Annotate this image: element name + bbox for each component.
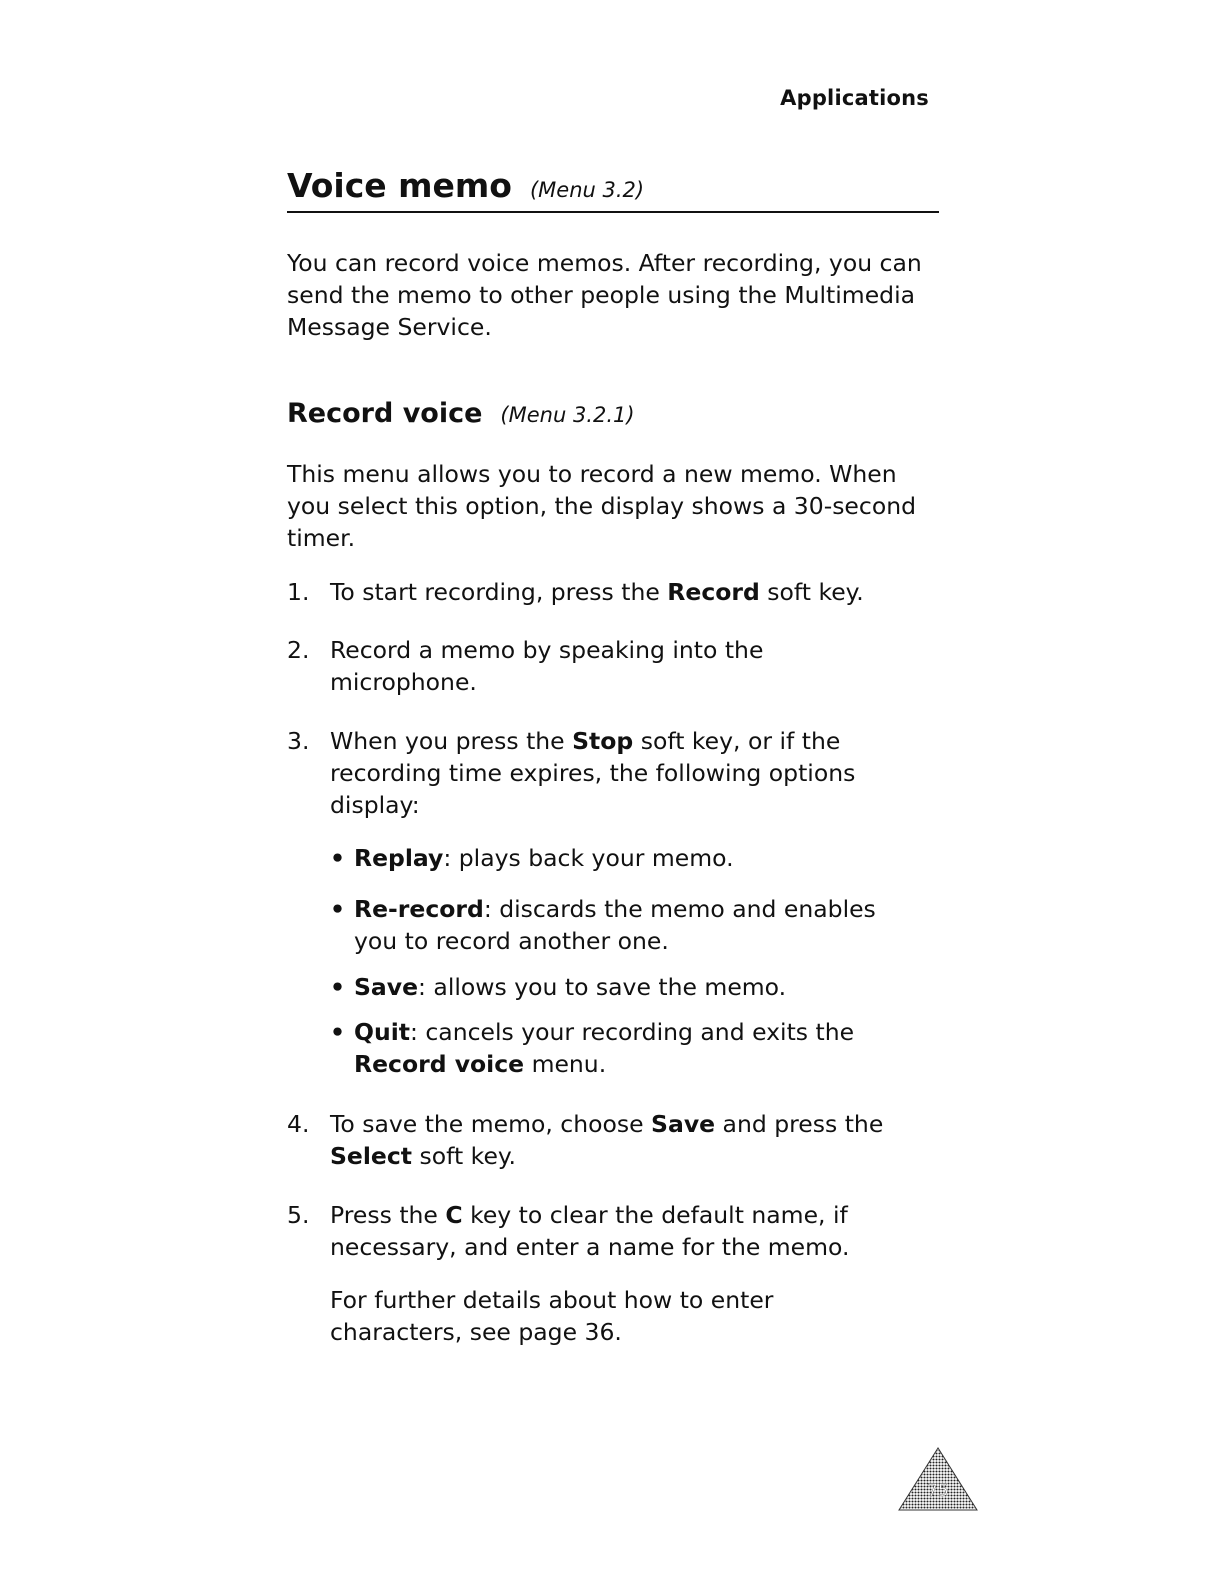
step-3: [287, 725, 947, 821]
step-text-part: Press the: [330, 1201, 446, 1229]
section-menu-ref: (Menu 3.2): [529, 178, 645, 202]
step-text: [330, 1199, 890, 1263]
step-number: 1.: [287, 578, 310, 606]
option-re-record: [330, 893, 950, 957]
page-number: 75: [927, 1481, 949, 1501]
section-title: Voice memo: [287, 166, 512, 205]
step-keyword: Select: [330, 1142, 413, 1170]
step-keyword: C: [445, 1201, 463, 1229]
bullet-icon: •: [330, 844, 346, 872]
option-keyword: Record voice: [354, 1050, 525, 1078]
step-4: [287, 1108, 947, 1172]
option-text-part: menu.: [524, 1050, 607, 1078]
option-text-part: : discards the memo and enables you to record another one.: [354, 895, 876, 955]
step-text: [330, 725, 890, 821]
subsection-intro: This menu allows you to record a new memo. When you select this option, the display shows a 30-second timer.: [287, 460, 917, 552]
subsection-menu-ref: (Menu 3.2.1): [500, 403, 635, 427]
option-quit: [330, 1016, 950, 1080]
step-number: 5.: [287, 1201, 310, 1229]
step-text-part: To save the memo, choose: [330, 1110, 652, 1138]
step-text-part: When you press the: [330, 727, 573, 755]
step-2: [287, 634, 947, 698]
option-save: [330, 971, 950, 1003]
step-text: Record a memo by speaking into the microphone.: [330, 636, 764, 696]
step-text-part: and press the: [715, 1110, 884, 1138]
running-head: Applications: [780, 86, 929, 110]
step-keyword: Stop: [572, 727, 634, 755]
option-text-part: : plays back your memo.: [443, 844, 734, 872]
section-intro: You can record voice memos. After recording, you can send the memo to other people using the Multimedia Message Service.: [287, 249, 922, 341]
option-text-part: : cancels your recording and exits the: [410, 1018, 855, 1046]
step-text-part: key to clear the default name, if necessary, and enter a name for the memo.: [330, 1201, 850, 1261]
step-text: [330, 1108, 925, 1172]
option-text-part: : allows you to save the memo.: [418, 973, 787, 1001]
step-number: 4.: [287, 1110, 310, 1138]
subsection-heading: [287, 398, 635, 429]
step-text-part: soft key, or if the recording time expires, the following options display:: [330, 727, 856, 819]
step-text-part: To start recording, press the: [330, 578, 668, 606]
step-text-part: soft key.: [412, 1142, 516, 1170]
step-number: 3.: [287, 727, 310, 755]
bullet-icon: •: [330, 895, 346, 923]
bullet-icon: •: [330, 973, 346, 1001]
page-number-badge: [896, 1446, 980, 1512]
step-text-part: soft key.: [759, 578, 864, 606]
step-keyword: Record: [667, 578, 760, 606]
step-number: 2.: [287, 636, 310, 664]
step-5: [287, 1199, 947, 1263]
section-heading: [287, 166, 939, 213]
cross-reference-note: For further details about how to enter characters, see page 36.: [330, 1286, 774, 1346]
bullet-icon: •: [330, 1018, 346, 1046]
option-keyword: Replay: [354, 844, 444, 872]
subsection-title: Record voice: [287, 398, 483, 429]
step-text: [330, 576, 947, 608]
step-1: [287, 576, 947, 608]
option-text: [354, 1016, 894, 1080]
option-text: [354, 971, 950, 1003]
option-keyword: Save: [354, 973, 419, 1001]
option-keyword: Re-record: [354, 895, 484, 923]
option-replay: [330, 842, 950, 874]
option-text: [354, 893, 914, 957]
step-keyword: Save: [651, 1110, 716, 1138]
option-keyword: Quit: [354, 1018, 410, 1046]
option-text: [354, 842, 950, 874]
